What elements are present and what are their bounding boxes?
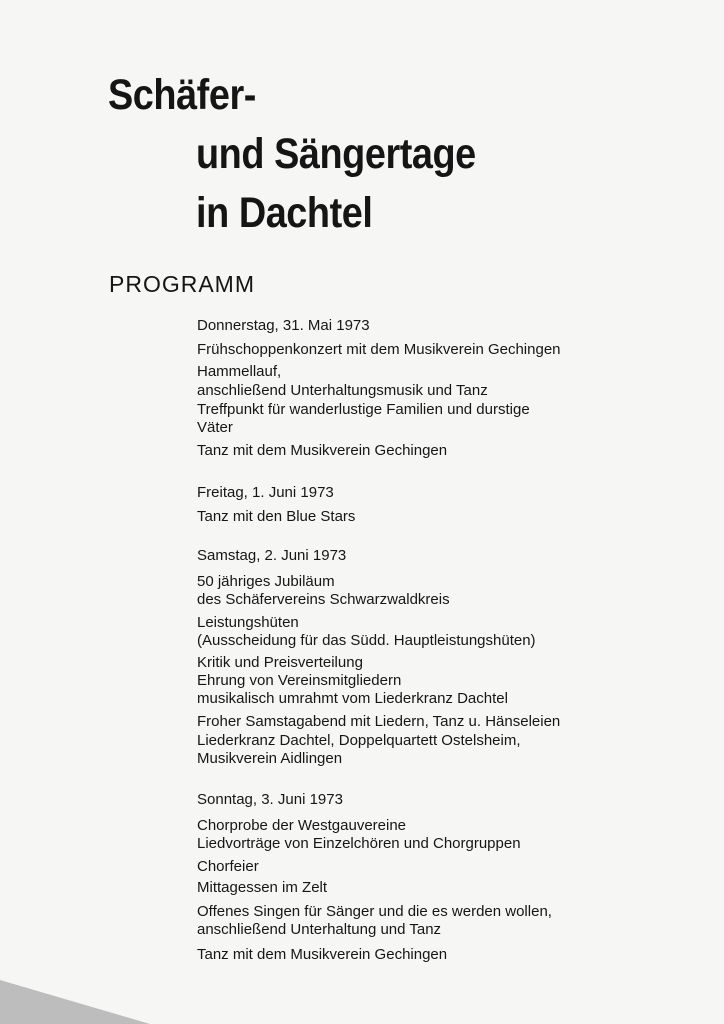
program-heading: PROGRAMM (109, 271, 255, 297)
title-line-3: in Dachtel (196, 189, 373, 237)
folded-corner (0, 980, 150, 1024)
title-line-2: und Sängertage (196, 130, 476, 178)
program-flyer: Schäfer- und Sängertage in Dachtel PROGRAMM Donnerstag, 31. Mai 1973 Frühschoppenkonzert mit dem Musikverein Gechingen Hammellauf, anschließend Unterhaltungsmusik und Tanz Treffpunkt für wanderlustige Familien und durstige Väter Tanz mit dem Musikverein Gechingen Freitag, 1. Juni 1973 Tanz mit den Blue Stars Samstag, 2. Juni 1973 50 jähriges Jubiläum des Schäfervereins Schwarzwaldkreis Leistungshüten (Ausscheidung für das Südd. Hauptleistungshüten) Kritik und Preisverteilung Ehrung von Vereinsmitgliedern musikalisch umrahmt vom Liederkranz Dachtel Froher Samstagabend mit Liedern, Tanz u. Hänseleien Liederkranz Dachtel, Doppelquartett Ostelsheim, Musikverein Aidlingen Sonntag, 3. Juni 1973 Chorprobe der Westgauvereine Liedvorträge von Einzelchören und Chorgruppen Chorfeier Mittagessen im Zelt Offenes Singen für Sänger und die es werden wollen, anschließend Unterhaltung und Tanz Tanz mit dem Musikverein Gechingen (0, 0, 724, 1024)
title-line-1: Schäfer- (108, 71, 256, 119)
